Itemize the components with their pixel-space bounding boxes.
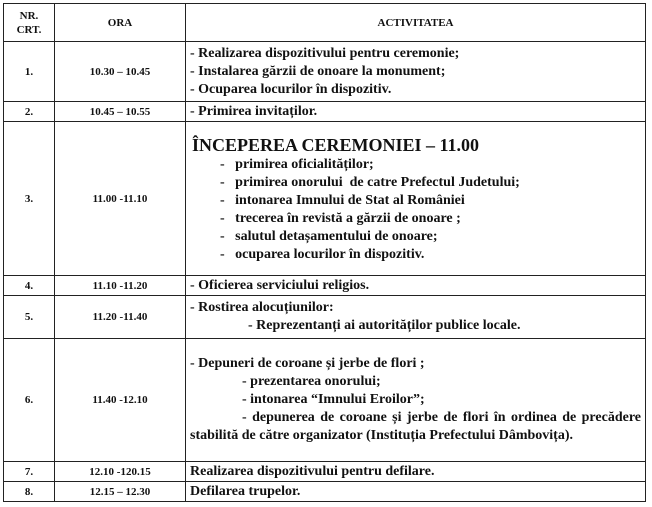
activity-line: - Primirea invitaților. — [190, 103, 318, 119]
row-nr: 7. — [4, 462, 55, 482]
activity-line: - primirea onorului de catre Prefectul Judetului; — [220, 174, 520, 190]
table-row — [4, 276, 646, 296]
row-ora: 10.45 – 10.55 — [55, 102, 186, 122]
activity-line: - Realizarea dispozitivului pentru ceremonie; — [190, 45, 460, 61]
table-row — [4, 296, 646, 339]
table-header-row — [4, 4, 646, 42]
row-activity — [186, 296, 646, 339]
row-activity — [186, 122, 646, 276]
table-row — [4, 462, 646, 482]
activity-line: - primirea oficialităților; — [220, 156, 374, 172]
row-activity — [186, 462, 646, 482]
table-row — [4, 339, 646, 462]
activity-line: - trecerea în revistă a gărzii de onoare ; — [220, 210, 461, 226]
activity-line: - Reprezentanți ai autorităților publice locale. — [248, 318, 521, 333]
table-row — [4, 482, 646, 502]
activity-line: - Oficierea serviciului religios. — [190, 277, 370, 293]
program-table — [3, 3, 646, 502]
row-nr: 4. — [4, 276, 55, 296]
row-ora: 11.10 -11.20 — [55, 276, 186, 296]
activity-line: - Ocuparea locurilor în dispozitiv. — [190, 81, 392, 97]
row-ora: 11.40 -12.10 — [55, 339, 186, 462]
activity-line: - prezentarea onorului; — [242, 374, 381, 389]
row-nr: 1. — [4, 42, 55, 102]
header-activitatea: ACTIVITATEA — [186, 4, 646, 42]
row-activity — [186, 102, 646, 122]
table-row — [4, 122, 646, 276]
row-activity — [186, 276, 646, 296]
row-ora: 11.20 -11.40 — [55, 296, 186, 339]
activity-paragraph: - depunerea de coroane și jerbe de flori în ordinea de precădere stabilită de către organizator (Instituția Prefectului Dâmbovița). — [190, 410, 641, 443]
row-nr: 5. — [4, 296, 55, 339]
activity-line: - salutul detașamentului de onoare; — [220, 228, 438, 244]
table-row — [4, 42, 646, 102]
row-nr: 6. — [4, 339, 55, 462]
activity-line: - Instalarea gărzii de onoare la monument; — [190, 63, 446, 79]
activity-line: - Rostirea alocuțiunilor: — [190, 300, 334, 315]
table-row — [4, 102, 646, 122]
row-ora: 11.00 -11.10 — [55, 122, 186, 276]
activity-line: - Depuneri de coroane și jerbe de flori ; — [190, 356, 425, 371]
activity-line: - intonarea Imnului de Stat al României — [220, 192, 465, 208]
activity-line: Realizarea dispozitivului pentru defilare. — [190, 463, 435, 479]
row-activity — [186, 42, 646, 102]
row-ora: 12.10 -120.15 — [55, 462, 186, 482]
activity-line: - ocuparea locurilor în dispozitiv. — [220, 246, 425, 262]
activity-line: Defilarea trupelor. — [190, 483, 301, 499]
row-ora: 10.30 – 10.45 — [55, 42, 186, 102]
row-nr: 8. — [4, 482, 55, 502]
ceremony-title: ÎNCEPEREA CEREMONIEI – 11.00 — [192, 134, 480, 155]
row-nr: 3. — [4, 122, 55, 276]
activity-line: - intonarea “Imnului Eroilor”; — [242, 392, 425, 407]
row-ora: 12.15 – 12.30 — [55, 482, 186, 502]
row-activity — [186, 339, 646, 462]
header-nr: NR. CRT. — [4, 4, 55, 42]
header-ora: ORA — [55, 4, 186, 42]
row-activity — [186, 482, 646, 502]
row-nr: 2. — [4, 102, 55, 122]
